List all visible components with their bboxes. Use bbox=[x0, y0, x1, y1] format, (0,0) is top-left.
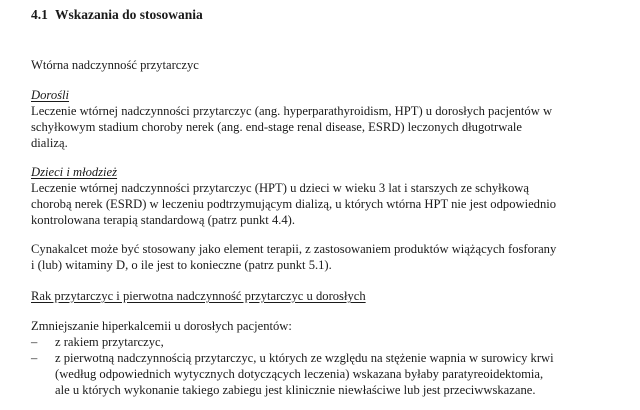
list-item-text bbox=[55, 351, 554, 398]
dash-bullet: – bbox=[31, 335, 38, 349]
section-title: Wskazania do stosowania bbox=[55, 7, 203, 22]
list-item-text: z rakiem przytarczyc, bbox=[55, 335, 164, 349]
subheading-parathyroid-cancer: Rak przytarczyc i pierwotna nadczynność przytarczyc u dorosłych bbox=[31, 289, 366, 303]
paragraph-line: Leczenie wtórnej nadczynności przytarczyc (ang. hyperparathyroidism, HPT) u dorosłych pacjentów w bbox=[31, 104, 553, 118]
section-heading bbox=[31, 7, 203, 23]
section-number: 4.1 bbox=[31, 7, 48, 22]
paragraph-line: kontrolowana terapią standardową (patrz punkt 4.4). bbox=[31, 212, 296, 227]
adults-paragraph bbox=[31, 104, 552, 151]
children-paragraph bbox=[31, 181, 556, 228]
paragraph-line: chorobą nerek (ESRD) w leczeniu podtrzymującym dializą, u których wtórna HPT nie jest odpowiednio bbox=[31, 196, 557, 211]
paragraph-line: z pierwotną nadczynnością przytarczyc, u których ze względu na stężenie wapnia w surowicy krwi bbox=[55, 351, 554, 365]
paragraph-line: i (lub) witaminy D, o ile jest to konieczne (patrz punkt 5.1). bbox=[31, 257, 332, 272]
adults-label: Dorośli bbox=[31, 88, 70, 102]
paragraph-line: Leczenie wtórnej nadczynności przytarczyc (HPT) u dzieci w wieku 3 lat i starszych ze schyłkową bbox=[31, 181, 529, 195]
children-label: Dzieci i młodzież bbox=[31, 165, 118, 179]
paragraph-line: Cynakalcet może być stosowany jako element terapii, z zastosowaniem produktów wiążących fosforany bbox=[31, 242, 557, 256]
paragraph-line: dializą. bbox=[31, 135, 68, 150]
cinacalcet-paragraph bbox=[31, 242, 556, 274]
hypercalcemia-intro: Zmniejszanie hiperkalcemii u dorosłych pacjentów: bbox=[31, 319, 292, 333]
subheading-secondary-hpt: Wtórna nadczynność przytarczyc bbox=[31, 58, 199, 72]
paragraph-line: schyłkowym stadium choroby nerek (ang. end-stage renal disease, ESRD) leczonych długotrwale bbox=[31, 119, 523, 134]
dash-bullet: – bbox=[31, 351, 38, 365]
paragraph-line: (według odpowiednich wytycznych dotyczących leczenia) wskazana byłaby paratyreoidektomia, bbox=[55, 366, 544, 381]
paragraph-line: ale u których wykonanie takiego zabiegu jest klinicznie niewłaściwe lub jest przeciwwskazane. bbox=[55, 382, 536, 397]
